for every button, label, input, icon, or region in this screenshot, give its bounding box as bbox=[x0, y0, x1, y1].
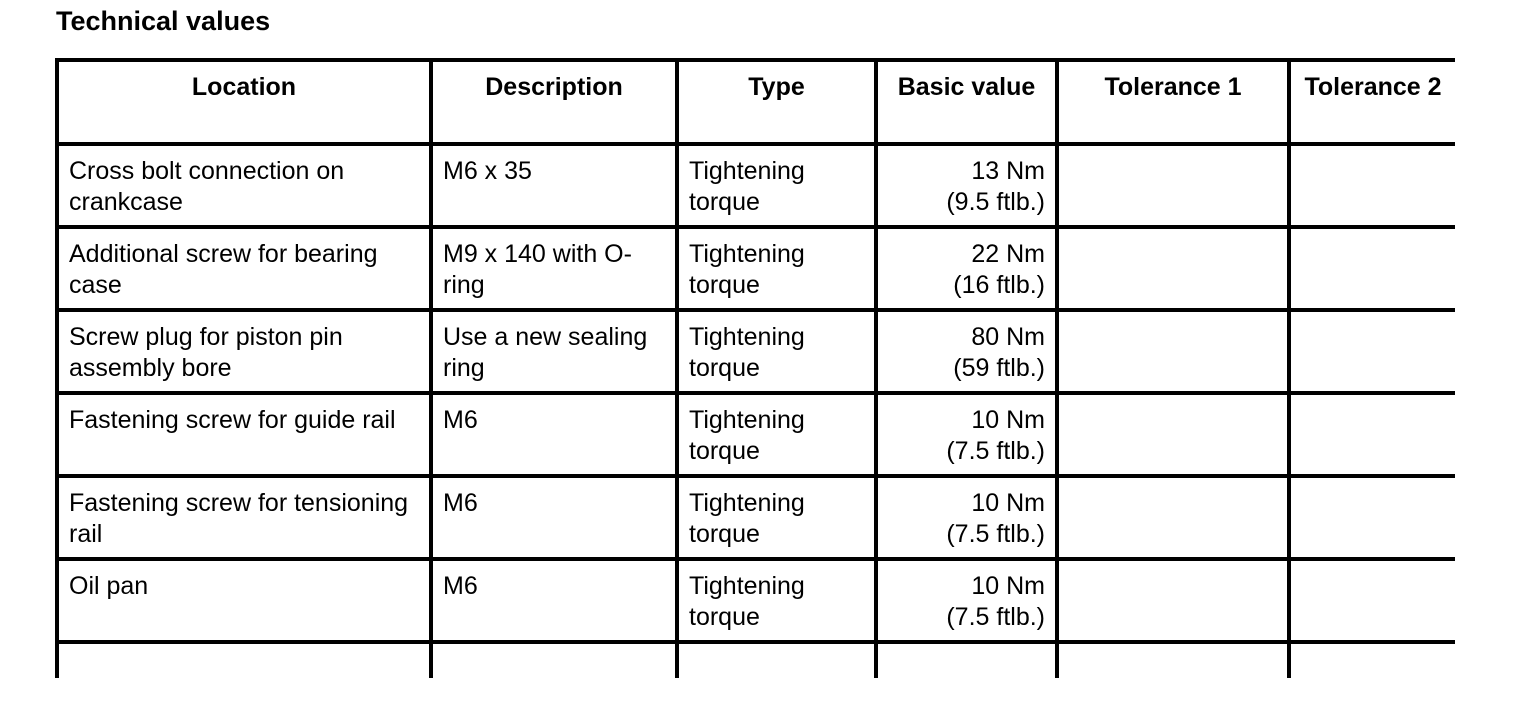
cell-description: M6 bbox=[431, 476, 677, 559]
cell-description: Use a new sealing ring bbox=[431, 310, 677, 393]
cell-tolerance-1 bbox=[1057, 642, 1289, 678]
cell-type bbox=[677, 642, 876, 678]
table-row bbox=[57, 559, 1455, 642]
cell-tolerance-2 bbox=[1289, 227, 1455, 310]
cell-location: Screw plug for piston pin assembly bore bbox=[57, 310, 431, 393]
cell-basic-value: 22 Nm (16 ftlb.) bbox=[876, 227, 1057, 310]
cell-description: M6 bbox=[431, 393, 677, 476]
cell-tolerance-2 bbox=[1289, 559, 1455, 642]
cell-tolerance-1 bbox=[1057, 310, 1289, 393]
cell-description: M6 x 35 bbox=[431, 144, 677, 227]
page-title: Technical values bbox=[56, 6, 271, 36]
cell-basic-value: 10 Nm (7.5 ftlb.) bbox=[876, 393, 1057, 476]
cell-tolerance-1 bbox=[1057, 227, 1289, 310]
column-header-tolerance-1: Tolerance 1 bbox=[1057, 60, 1289, 144]
cell-tolerance-2 bbox=[1289, 393, 1455, 476]
table-header-row bbox=[57, 60, 1455, 144]
cell-description: M6 bbox=[431, 559, 677, 642]
table-row bbox=[57, 393, 1455, 476]
technical-values-table-container bbox=[55, 58, 1455, 678]
cell-tolerance-1 bbox=[1057, 559, 1289, 642]
cell-tolerance-2 bbox=[1289, 144, 1455, 227]
cell-location: Oil pan bbox=[57, 559, 431, 642]
technical-values-table bbox=[55, 58, 1455, 678]
cell-type: Tightening torque bbox=[677, 393, 876, 476]
cell-basic-value: 10 Nm (7.5 ftlb.) bbox=[876, 476, 1057, 559]
cell-basic-value: 13 Nm (9.5 ftlb.) bbox=[876, 144, 1057, 227]
cell-basic-value bbox=[876, 642, 1057, 678]
column-header-type: Type bbox=[677, 60, 876, 144]
cell-location: Fastening screw for guide rail bbox=[57, 393, 431, 476]
cell-description: M9 x 140 with O- ring bbox=[431, 227, 677, 310]
cell-type: Tightening torque bbox=[677, 227, 876, 310]
cell-location: Additional screw for bearing case bbox=[57, 227, 431, 310]
cell-tolerance-1 bbox=[1057, 393, 1289, 476]
cell-tolerance-2 bbox=[1289, 476, 1455, 559]
cell-type: Tightening torque bbox=[677, 559, 876, 642]
column-header-location: Location bbox=[57, 60, 431, 144]
cell-tolerance-2 bbox=[1289, 642, 1455, 678]
table-row bbox=[57, 642, 1455, 678]
cell-type: Tightening torque bbox=[677, 476, 876, 559]
cell-type: Tightening torque bbox=[677, 310, 876, 393]
column-header-tolerance-2: Tolerance 2 bbox=[1289, 60, 1455, 144]
table-row bbox=[57, 144, 1455, 227]
column-header-basic-value: Basic value bbox=[876, 60, 1057, 144]
cell-location: Fastening screw for tensioning rail bbox=[57, 476, 431, 559]
cell-tolerance-2 bbox=[1289, 310, 1455, 393]
cell-tolerance-1 bbox=[1057, 144, 1289, 227]
column-header-description: Description bbox=[431, 60, 677, 144]
cell-location bbox=[57, 642, 431, 678]
cell-location: Cross bolt connection on crankcase bbox=[57, 144, 431, 227]
table-row bbox=[57, 227, 1455, 310]
cell-tolerance-1 bbox=[1057, 476, 1289, 559]
cell-type: Tightening torque bbox=[677, 144, 876, 227]
cell-description bbox=[431, 642, 677, 678]
cell-basic-value: 80 Nm (59 ftlb.) bbox=[876, 310, 1057, 393]
table-row bbox=[57, 310, 1455, 393]
cell-basic-value: 10 Nm (7.5 ftlb.) bbox=[876, 559, 1057, 642]
table-row bbox=[57, 476, 1455, 559]
